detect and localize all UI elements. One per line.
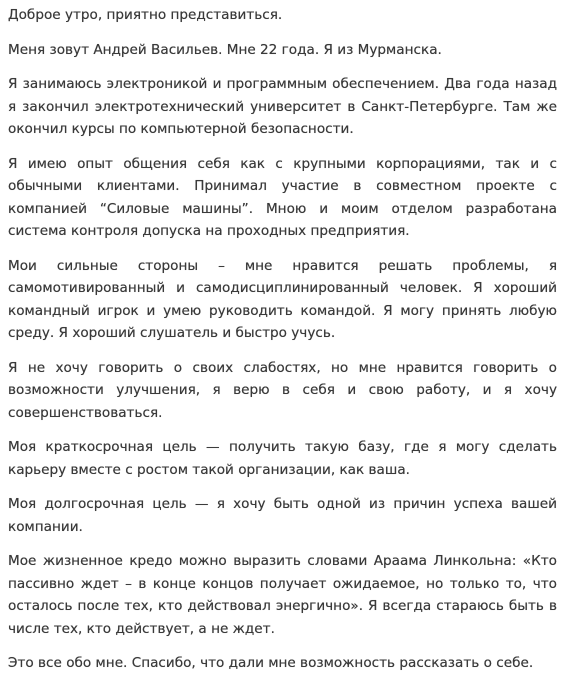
paragraph-closing: Это все обо мне. Спасибо, что дали мне возможность рассказать о себе. [8, 655, 534, 671]
paragraph-credo: Мое жизненное кредо можно выразить словами Араама Линкольна: «Кто пассивно ждет – в конце концов получает ожидаемое, но только то, что осталось после тех, кто действовал энергично». Я всегда стараюсь быть в числе тех, кто действует, а не ждет. [8, 553, 557, 637]
paragraph-weaknesses: Я не хочу говорить о своих слабостях, но мне нравится говорить о возможности улучшения, я верю в себя и свою работу, и я хочу совершенствоваться. [8, 359, 557, 421]
paragraph-strengths: Мои сильные стороны – мне нравится решать проблемы, я самомотивированный и самодисциплинированный человек. Я хороший командный игрок и умею руководить командой. Я могу принять любую среду. Я хороший слушатель и быстро учусь. [8, 257, 557, 341]
paragraph-greeting: Доброе утро, приятно представиться. [8, 7, 283, 23]
self-introduction-text [8, 4, 557, 687]
paragraph-experience: Я имею опыт общения себя как с крупными корпорациями, так и с обычными клиентами. Принимал участие в совместном проекте с компанией “Силовые машины”. Мною и моим отделом разработана система контроля допуска на проходных предприятия. [8, 155, 557, 239]
paragraph-long-term-goal: Моя долгосрочная цель — я хочу быть одной из причин успеха вашей компании. [8, 496, 557, 535]
paragraph-education: Я занимаюсь электроникой и программным обеспечением. Два года назад я закончил электротехнический университет в Санкт-Петербурге. Там же окончил курсы по компьютерной безопасности. [8, 76, 557, 137]
paragraph-short-term-goal: Моя краткосрочная цель — получить такую базу, где я могу сделать карьеру вместе с ростом такой организации, как ваша. [8, 439, 557, 478]
paragraph-intro: Меня зовут Андрей Васильев. Мне 22 года. Я из Мурманска. [8, 41, 442, 58]
